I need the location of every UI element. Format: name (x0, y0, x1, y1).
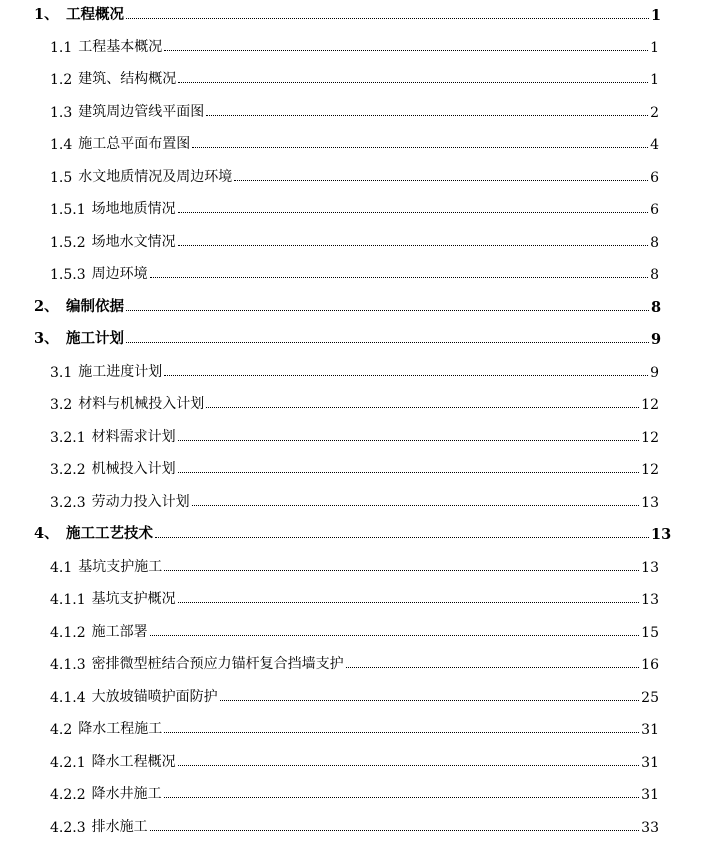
toc-entry[interactable] (0, 779, 708, 803)
toc-page: 12 (641, 397, 659, 413)
toc-title: 场地水文情况 (91, 234, 176, 250)
toc-entry[interactable] (0, 129, 708, 153)
toc-entry[interactable] (0, 519, 708, 543)
toc-page: 8 (650, 235, 659, 251)
toc-title: 材料需求计划 (91, 429, 176, 445)
toc-leader (234, 179, 648, 181)
toc-title: 基坑支护施工 (78, 559, 163, 575)
toc-page: 13 (641, 495, 659, 511)
toc-title: 劳动力投入计划 (91, 494, 190, 510)
toc-leader (164, 374, 648, 376)
toc-number: 4.1.1 (50, 592, 86, 608)
toc-page: 1 (651, 7, 662, 24)
toc-number: 3.2.2 (50, 462, 86, 478)
toc-leader (126, 17, 649, 19)
toc-entry[interactable] (0, 32, 708, 56)
toc-title: 密排微型桩结合预应力锚杆复合挡墙支护 (91, 656, 344, 672)
toc-number: 4、 (34, 525, 59, 542)
toc-title: 编制依据 (66, 298, 124, 315)
toc-leader (178, 471, 640, 473)
toc-number: 2、 (34, 298, 59, 315)
toc-entry[interactable] (0, 487, 708, 511)
toc-entry[interactable] (0, 162, 708, 186)
toc-number: 1.5 (50, 170, 73, 186)
toc-title: 场地地质情况 (91, 201, 176, 217)
toc-title: 排水施工 (91, 819, 148, 835)
toc-number: 4.1.3 (50, 657, 86, 673)
toc-leader (178, 211, 648, 213)
toc-title: 降水工程施工 (78, 721, 163, 737)
toc-title: 周边环境 (91, 266, 148, 282)
toc-entry[interactable] (0, 454, 708, 478)
toc-number: 4.1.2 (50, 625, 86, 641)
toc-entry[interactable] (0, 227, 708, 251)
toc-leader (178, 244, 648, 246)
toc-page: 33 (641, 820, 659, 836)
toc-leader (164, 796, 640, 798)
toc-page: 8 (651, 299, 662, 316)
toc-number: 1.5.1 (50, 202, 86, 218)
toc-leader (178, 81, 648, 83)
toc-title: 大放坡锚喷护面防护 (91, 689, 218, 705)
toc-number: 4.2.3 (50, 820, 86, 836)
toc-leader (346, 666, 640, 668)
toc-leader (206, 406, 639, 408)
toc-entry[interactable] (0, 292, 708, 316)
toc-leader (206, 114, 648, 116)
toc-title: 工程基本概况 (78, 39, 163, 55)
toc-leader (126, 341, 649, 343)
toc-title: 施工部署 (91, 624, 148, 640)
toc-page: 1 (650, 72, 659, 88)
toc-entry[interactable] (0, 812, 708, 836)
toc-number: 1.1 (50, 40, 73, 56)
toc-title: 材料与机械投入计划 (78, 396, 205, 412)
toc-number: 3.2.3 (50, 495, 86, 511)
toc-title: 基坑支护概况 (91, 591, 176, 607)
toc-entry[interactable] (0, 584, 708, 608)
toc-entry[interactable] (0, 389, 708, 413)
toc-page: 8 (650, 267, 659, 283)
toc-entry[interactable] (0, 194, 708, 218)
toc-page: 31 (641, 722, 659, 738)
toc-entry[interactable] (0, 0, 708, 24)
toc-number: 4.2.2 (50, 787, 86, 803)
toc-page: 12 (641, 430, 659, 446)
toc-page: 9 (650, 365, 659, 381)
toc-leader (192, 146, 648, 148)
toc-number: 4.1 (50, 560, 73, 576)
toc-entry[interactable] (0, 324, 708, 348)
toc-leader (192, 504, 640, 506)
toc-leader (178, 601, 640, 603)
toc-leader (150, 634, 640, 636)
toc-leader (126, 309, 649, 311)
toc-page: 13 (641, 560, 659, 576)
toc-leader (178, 439, 640, 441)
toc-title: 施工总平面布置图 (78, 136, 191, 152)
toc-number: 3、 (34, 330, 59, 347)
toc-leader (220, 699, 640, 701)
toc-entry[interactable] (0, 552, 708, 576)
toc-page: 4 (650, 137, 659, 153)
toc-leader (164, 731, 639, 733)
toc-number: 4.2 (50, 722, 73, 738)
toc-title: 施工计划 (66, 330, 124, 347)
toc-number: 4.2.1 (50, 755, 86, 771)
toc-page: 6 (650, 170, 659, 186)
toc-page: 15 (641, 625, 659, 641)
toc-entry[interactable] (0, 617, 708, 641)
toc-number: 1、 (34, 6, 59, 23)
toc-entry[interactable] (0, 64, 708, 88)
toc-page: 2 (650, 105, 659, 121)
toc-number: 1.5.3 (50, 267, 86, 283)
toc-page: 13 (641, 592, 659, 608)
toc-entry[interactable] (0, 682, 708, 706)
toc-page: 31 (641, 755, 659, 771)
toc-entry[interactable] (0, 649, 708, 673)
toc-number: 1.2 (50, 72, 73, 88)
toc-number: 3.2 (50, 397, 73, 413)
toc-page: 25 (641, 690, 659, 706)
toc-page: 16 (641, 657, 659, 673)
toc-title: 施工工艺技术 (66, 525, 153, 542)
toc-leader (150, 276, 648, 278)
toc-entry[interactable] (0, 357, 708, 381)
toc-entry[interactable] (0, 259, 708, 283)
toc-title: 施工进度计划 (78, 364, 163, 380)
toc-entry[interactable] (0, 714, 708, 738)
toc-number: 3.1 (50, 365, 73, 381)
toc-page: 6 (650, 202, 659, 218)
toc-page: 9 (651, 331, 662, 348)
toc-page: 31 (641, 787, 659, 803)
toc-number: 1.3 (50, 105, 73, 121)
toc-leader (150, 829, 640, 831)
toc-leader (178, 764, 640, 766)
toc-entry[interactable] (0, 422, 708, 446)
toc-page: 12 (641, 462, 659, 478)
toc-entry[interactable] (0, 747, 708, 771)
toc-number: 3.2.1 (50, 430, 86, 446)
toc-title: 建筑、结构概况 (78, 71, 177, 87)
toc-leader (155, 536, 649, 538)
toc-title: 建筑周边管线平面图 (78, 104, 205, 120)
toc-number: 1.4 (50, 137, 73, 153)
toc-leader (164, 49, 648, 51)
toc-leader (164, 569, 639, 571)
toc-page: 13 (651, 526, 672, 543)
toc-number: 4.1.4 (50, 690, 86, 706)
toc-title: 机械投入计划 (91, 461, 176, 477)
toc-title: 工程概况 (66, 6, 124, 23)
toc-page: 1 (650, 40, 659, 56)
toc-title: 水文地质情况及周边环境 (78, 169, 233, 185)
toc-number: 1.5.2 (50, 235, 86, 251)
toc-title: 降水工程概况 (91, 754, 176, 770)
toc-entry[interactable] (0, 97, 708, 121)
toc-title: 降水井施工 (91, 786, 162, 802)
